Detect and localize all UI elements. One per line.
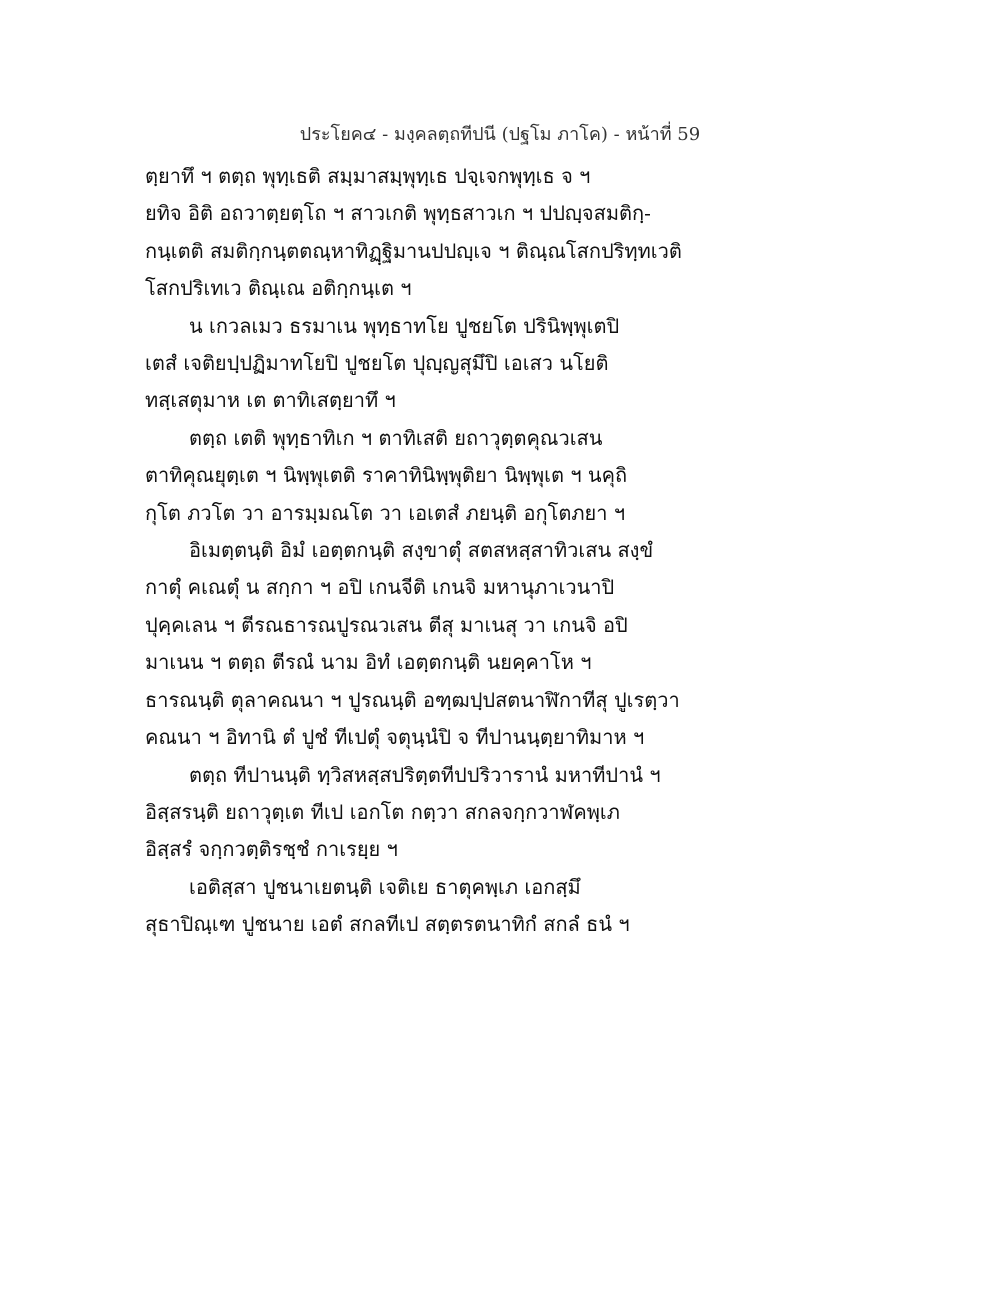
text-line: อิสฺสรํ จกฺกวตฺติรชฺชํ กาเรยฺย ฯ xyxy=(145,837,398,862)
text-line: ตาทิคุณยุตฺเต ฯ นิพฺพุเตติ ราคาทินิพฺพุติยา นิพฺพุเต ฯ นคุถิ xyxy=(145,463,628,488)
text-line: น เกวลเมว ธรมาเน พุทฺธาทโย ปูชยโต ปรินิพฺพุเตปิ xyxy=(189,313,620,338)
text-line: มาเนน ฯ ตตฺถ ตีรณํ นาม อิทํ เอตฺตกนฺติ นยคฺคาโห ฯ xyxy=(145,650,592,675)
paragraph-6 xyxy=(145,869,705,944)
paragraph-5 xyxy=(145,757,705,869)
paragraph-1 xyxy=(145,158,705,308)
text-line: กนฺเตติ สมติกฺกนฺตตณฺหาทิฏฺฐิมานปปญฺเจ ฯ ติณฺณโสกปริทฺทเวติ xyxy=(145,238,682,263)
paragraph-2 xyxy=(145,308,705,420)
text-line: ปุคฺคเลน ฯ ตีรณธารณปูรณวเสน ตีสุ มาเนสุ วา เกนจิ อปิ xyxy=(145,612,628,637)
text-line: กาตุํ คเณตุํ น สกฺกา ฯ อปิ เกนจีติ เกนจิ มหานุภาเวนาปิ xyxy=(145,575,615,600)
text-line: คณนา ฯ อิทานิ ตํ ปูชํ ทีเปตุํ จตุนฺนํปิ จ ทีปานนฺตฺยาทิมาห ฯ xyxy=(145,725,645,750)
running-title: ประโยค๔ - มงฺคลตฺถทีปนี (ปฐโม ภาโค) - หน้าที่ 59 xyxy=(299,124,701,145)
text-line: อิสฺสรนฺติ ยถาวุตฺเต ทีเป เอกโต กตฺวา สกลจกฺกวาฬคพฺเภ xyxy=(145,799,620,824)
text-line: ตตฺถ ทีปานนฺติ ทฺวิสหสฺสปริตฺตทีปปริวารานํ มหาทีปานํ ฯ xyxy=(189,762,661,787)
text-line: ตตฺถ เตติ พุทฺธาทิเก ฯ ตาทิเสติ ยถาวุตฺตคุณวเสน xyxy=(189,425,603,450)
text-line: สุธาปิณฺเฑ ปูชนาย เอตํ สกลทีเป สตฺตรตนาทิกํ สกลํ ธนํ ฯ xyxy=(145,912,630,937)
paragraph-4 xyxy=(145,532,705,756)
text-line: โสกปริเทเว ติณฺเณ อติกฺกนฺเต ฯ xyxy=(145,276,412,301)
text-line: อิเมตฺตนฺติ อิมํ เอตฺตกนฺติ สงฺขาตุํ สตสหสฺสาทิวเสน สงฺขํ xyxy=(189,538,654,563)
document-body xyxy=(145,158,705,944)
text-line: ทสฺเสตุมาห เต ตาทิเสตฺยาทึ ฯ xyxy=(145,388,396,413)
text-line: ยทิจ อิติ อถวาตฺยตฺโถ ฯ สาวเกติ พุทฺธสาวเก ฯ ปปญฺจสมติกฺ- xyxy=(145,201,651,226)
text-line: เตสํ เจติยปฺปฏิมาทโยปิ ปูชยโต ปุญฺญสุมึปิ เอเสว นโยติ xyxy=(145,351,609,376)
text-line: กุโต ภวโต วา อารมฺมณโต วา เอเตสํ ภยนฺติ อกุโตภยา ฯ xyxy=(145,500,626,525)
text-line: เอติสฺสา ปูชนาเยตนฺติ เจติเย ธาตุคพฺเภ เอกสฺมึ xyxy=(189,874,581,899)
text-line: ธารณนฺติ ตุลาคณนา ฯ ปูรณนฺติ อฑฺฒปฺปสตนาฬิกาทีสุ ปูเรตฺวา xyxy=(145,687,680,712)
text-line: ตฺยาทึ ฯ ตตฺถ พุทฺเธติ สมฺมาสมฺพุทฺเธ ปจฺเจกพุทฺเธ จ ฯ xyxy=(145,164,591,188)
page-header xyxy=(0,122,1000,148)
paragraph-3 xyxy=(145,420,705,532)
